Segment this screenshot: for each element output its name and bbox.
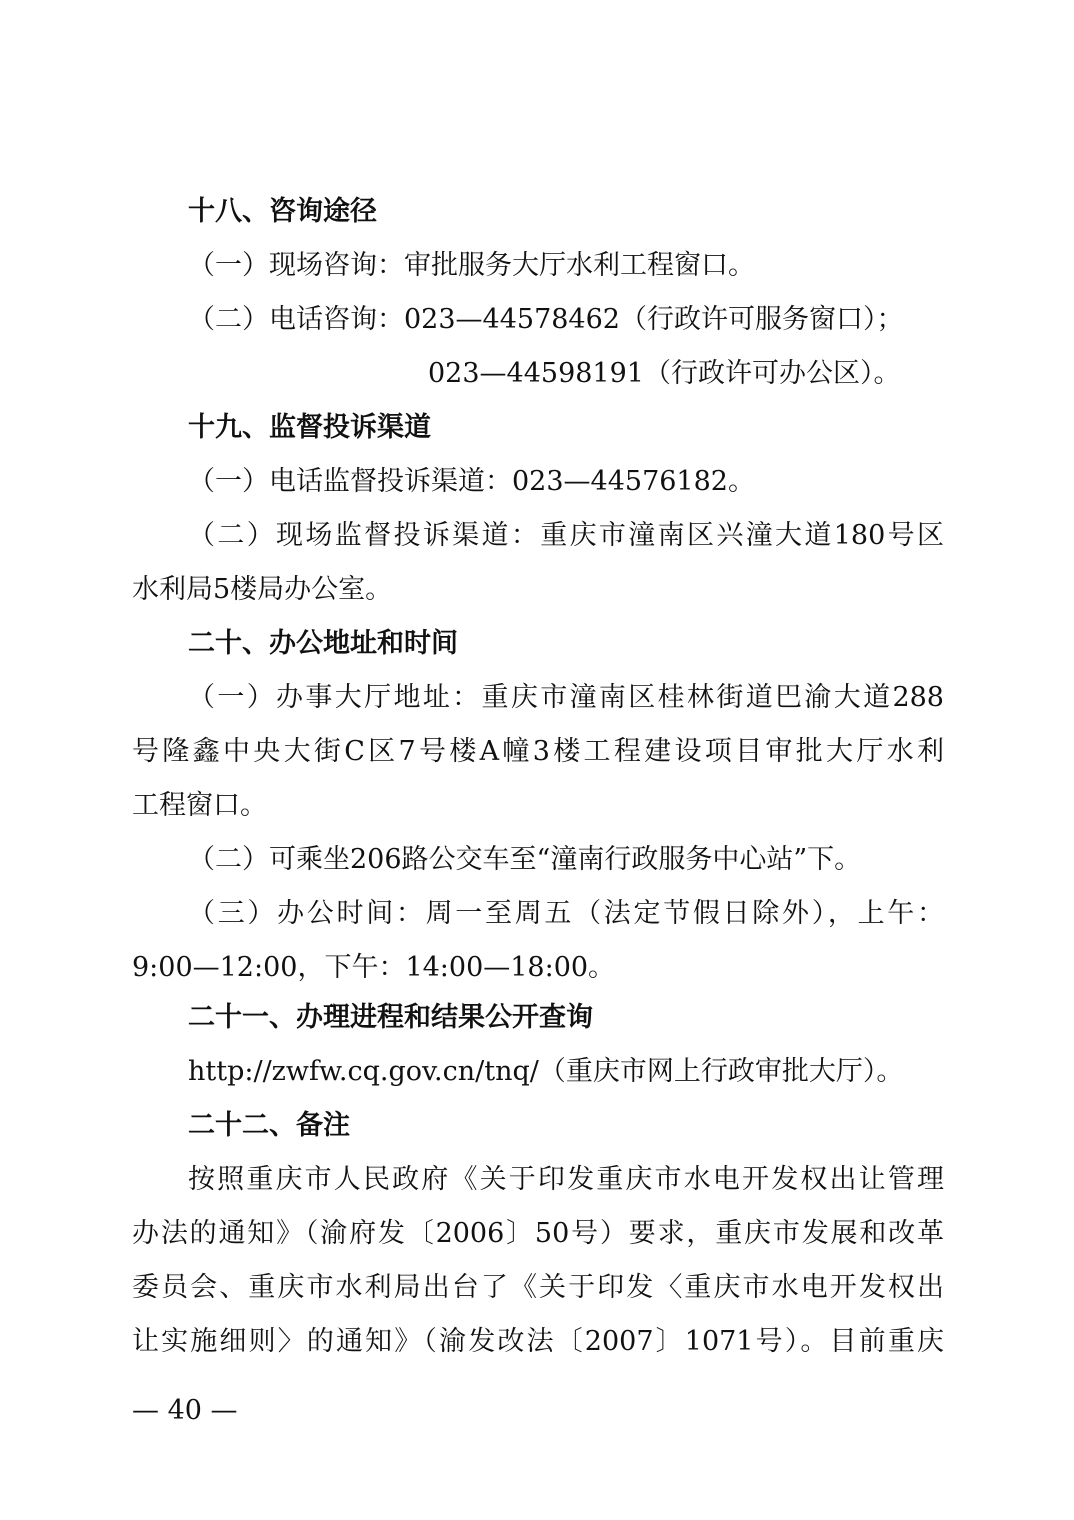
section-heading-20: 二十、办公地址和时间	[188, 628, 458, 659]
section-heading-18: 十八、咨询途径	[188, 196, 377, 227]
paragraph-line: （二）可乘坐206路公交车至“潼南行政服务中心站”下。	[188, 844, 862, 875]
paragraph-line: 办法的通知》（渝府发〔2006〕50号）要求，重庆市发展和改革	[132, 1218, 944, 1249]
paragraph-line: （二）现场监督投诉渠道：重庆市潼南区兴潼大道180号区	[188, 520, 944, 551]
query-url-line: http://zwfw.cq.gov.cn/tnq/（重庆市网上行政审批大厅）。	[188, 1056, 904, 1087]
paragraph-line: 委员会、重庆市水利局出台了《关于印发〈重庆市水电开发权出	[132, 1272, 944, 1303]
section-heading-22: 二十二、备注	[188, 1110, 350, 1141]
section-heading-19: 十九、监督投诉渠道	[188, 412, 431, 443]
paragraph-line: 让实施细则〉的通知》（渝发改法〔2007〕1071号）。目前重庆	[132, 1326, 944, 1357]
paragraph-line: （一）电话监督投诉渠道：023—44576182。	[188, 466, 755, 497]
section-heading-21: 二十一、办理进程和结果公开查询	[188, 1002, 593, 1033]
paragraph-line: 水利局5楼局办公室。	[132, 574, 393, 605]
paragraph-line: 9:00—12:00，下午：14:00—18:00。	[132, 952, 616, 983]
paragraph-line: 号隆鑫中央大街C区7号楼A幢3楼工程建设项目审批大厅水利	[132, 736, 944, 767]
page-number: — 40 —	[132, 1395, 238, 1426]
paragraph-line: （二）电话咨询：023—44578462（行政许可服务窗口）；	[188, 304, 904, 335]
paragraph-line: （三）办公时间：周一至周五（法定节假日除外），上午：	[188, 898, 944, 929]
paragraph-line: （一）办事大厅地址：重庆市潼南区桂林街道巴渝大道288	[188, 682, 944, 713]
paragraph-line: （一）现场咨询：审批服务大厅水利工程窗口。	[188, 250, 755, 281]
paragraph-line: 按照重庆市人民政府《关于印发重庆市水电开发权出让管理	[188, 1164, 944, 1195]
paragraph-line: 工程窗口。	[132, 790, 267, 821]
paragraph-line: 023—44598191（行政许可办公区）。	[428, 358, 901, 389]
